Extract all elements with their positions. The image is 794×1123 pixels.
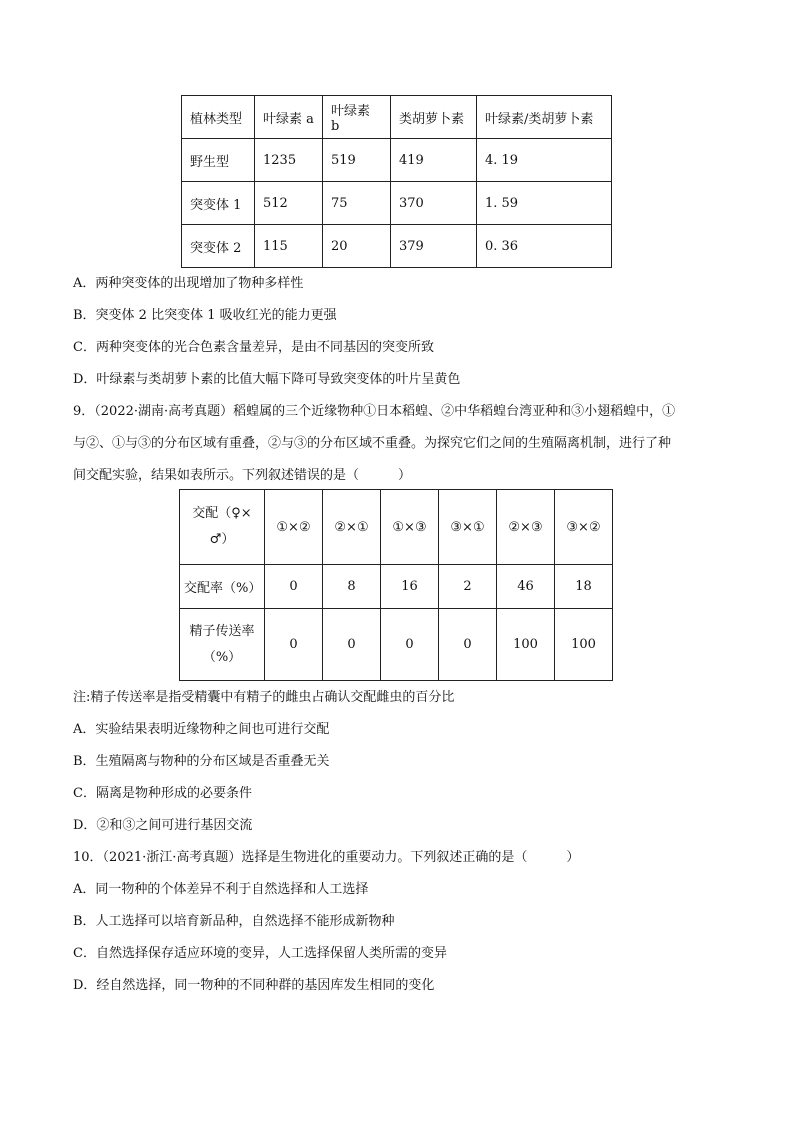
table-header-row: [180, 490, 613, 565]
table-cell: 4. 19: [477, 139, 612, 182]
table-cell: 0: [381, 609, 439, 681]
table-header-row: [182, 96, 612, 139]
table-cell: 突变体 2: [182, 225, 255, 268]
table-cell: 419: [391, 139, 477, 182]
row-label-line: （%）: [202, 649, 242, 665]
table-cell: 1. 59: [477, 182, 612, 225]
table-cell: 野生型: [182, 139, 255, 182]
header-label-line: 交配（♀×: [192, 506, 252, 521]
table-header-cell: 叶绿素/类胡萝卜素: [477, 96, 612, 139]
table-header-cell: 叶绿素 a: [255, 96, 323, 139]
table-cell: 20: [323, 225, 391, 268]
header-label-line: ♂）: [209, 532, 235, 547]
table-cell: 0: [323, 609, 381, 681]
q9-option-b: B．生殖隔离与物种的分布区域是否重叠无关: [73, 754, 330, 769]
table-header-cell: ①×③: [381, 490, 439, 565]
q9-stem-line-1: 9．（2022·湖南·高考真题）稻蝗属的三个近缘物种①日本稻蝗、②中华稻蝗台湾亚种和③小翅稻蝗中，①: [73, 404, 676, 419]
q8-option-d: D．叶绿素与类胡萝卜素的比值大幅下降可导致突变体的叶片呈黄色: [73, 372, 461, 387]
row-label: [180, 609, 265, 681]
table-row: [180, 609, 613, 681]
table-cell: 115: [255, 225, 323, 268]
table-cell: 370: [391, 182, 477, 225]
row-label: 交配率（%）: [180, 565, 265, 609]
table-cell: 突变体 1: [182, 182, 255, 225]
table-cell: 16: [381, 565, 439, 609]
table-cell: 0: [265, 609, 323, 681]
mating-table: [179, 489, 613, 681]
table-header-cell: 植林类型: [182, 96, 255, 139]
q10-option-b: B．人工选择可以培育新品种，自然选择不能形成新物种: [73, 914, 395, 929]
table-cell: 8: [323, 565, 381, 609]
q10-stem: 10．（2021·浙江·高考真题）选择是生物进化的重要动力。下列叙述正确的是（ ）: [73, 850, 580, 865]
q9-stem-line-3: 间交配实验，结果如表所示。下列叙述错误的是（ ）: [73, 468, 412, 483]
table-row: [182, 225, 612, 268]
q8-option-a: A．两种突变体的出现增加了物种多样性: [73, 276, 304, 291]
q9-option-a: A．实验结果表明近缘物种之间也可进行交配: [73, 722, 330, 737]
table-cell: 18: [555, 565, 613, 609]
table-header-cell: ③×①: [439, 490, 497, 565]
q10-option-d: D．经自然选择，同一物种的不同种群的基因库发生相同的变化: [73, 978, 435, 993]
table-header-cell: ①×②: [265, 490, 323, 565]
table-cell: 0. 36: [477, 225, 612, 268]
table-cell: 519: [323, 139, 391, 182]
table-header-cell: [180, 490, 265, 565]
table-cell: 100: [555, 609, 613, 681]
table-header-cell: 类胡萝卜素: [391, 96, 477, 139]
table-cell: 100: [497, 609, 555, 681]
table-cell: 379: [391, 225, 477, 268]
q9-option-c: C．隔离是物种形成的必要条件: [73, 786, 252, 801]
table-header-cell: 叶绿素 b: [323, 96, 391, 139]
q9-note: 注:精子传送率是指受精囊中有精子的雌虫占确认交配雌虫的百分比: [73, 690, 455, 705]
q9-stem-line-2: 与②、①与③的分布区域有重叠，②与③的分布区域不重叠。为探究它们之间的生殖隔离机制，进行了种: [73, 436, 672, 451]
q8-option-c: C．两种突变体的光合色素含量差异，是由不同基因的突变所致: [73, 340, 434, 355]
q10-option-a: A．同一物种的个体差异不利于自然选择和人工选择: [73, 882, 369, 897]
q10-option-c: C．自然选择保存适应环境的变异，人工选择保留人类所需的变异: [73, 946, 447, 961]
table-cell: 0: [439, 609, 497, 681]
table-cell: 75: [323, 182, 391, 225]
table-header-cell: ③×②: [555, 490, 613, 565]
table-header-cell: ②×③: [497, 490, 555, 565]
table-row: [182, 182, 612, 225]
q8-option-b: B．突变体 2 比突变体 1 吸收红光的能力更强: [73, 308, 337, 323]
table-row: [180, 565, 613, 609]
q9-option-d: D．②和③之间可进行基因交流: [73, 818, 253, 833]
row-label-line: 精子传送率: [189, 623, 255, 639]
table-cell: 46: [497, 565, 555, 609]
table-cell: 0: [265, 565, 323, 609]
table-row: [182, 139, 612, 182]
table-cell: 2: [439, 565, 497, 609]
pigment-table: [181, 95, 612, 268]
table-cell: 1235: [255, 139, 323, 182]
table-cell: 512: [255, 182, 323, 225]
table-header-cell: ②×①: [323, 490, 381, 565]
